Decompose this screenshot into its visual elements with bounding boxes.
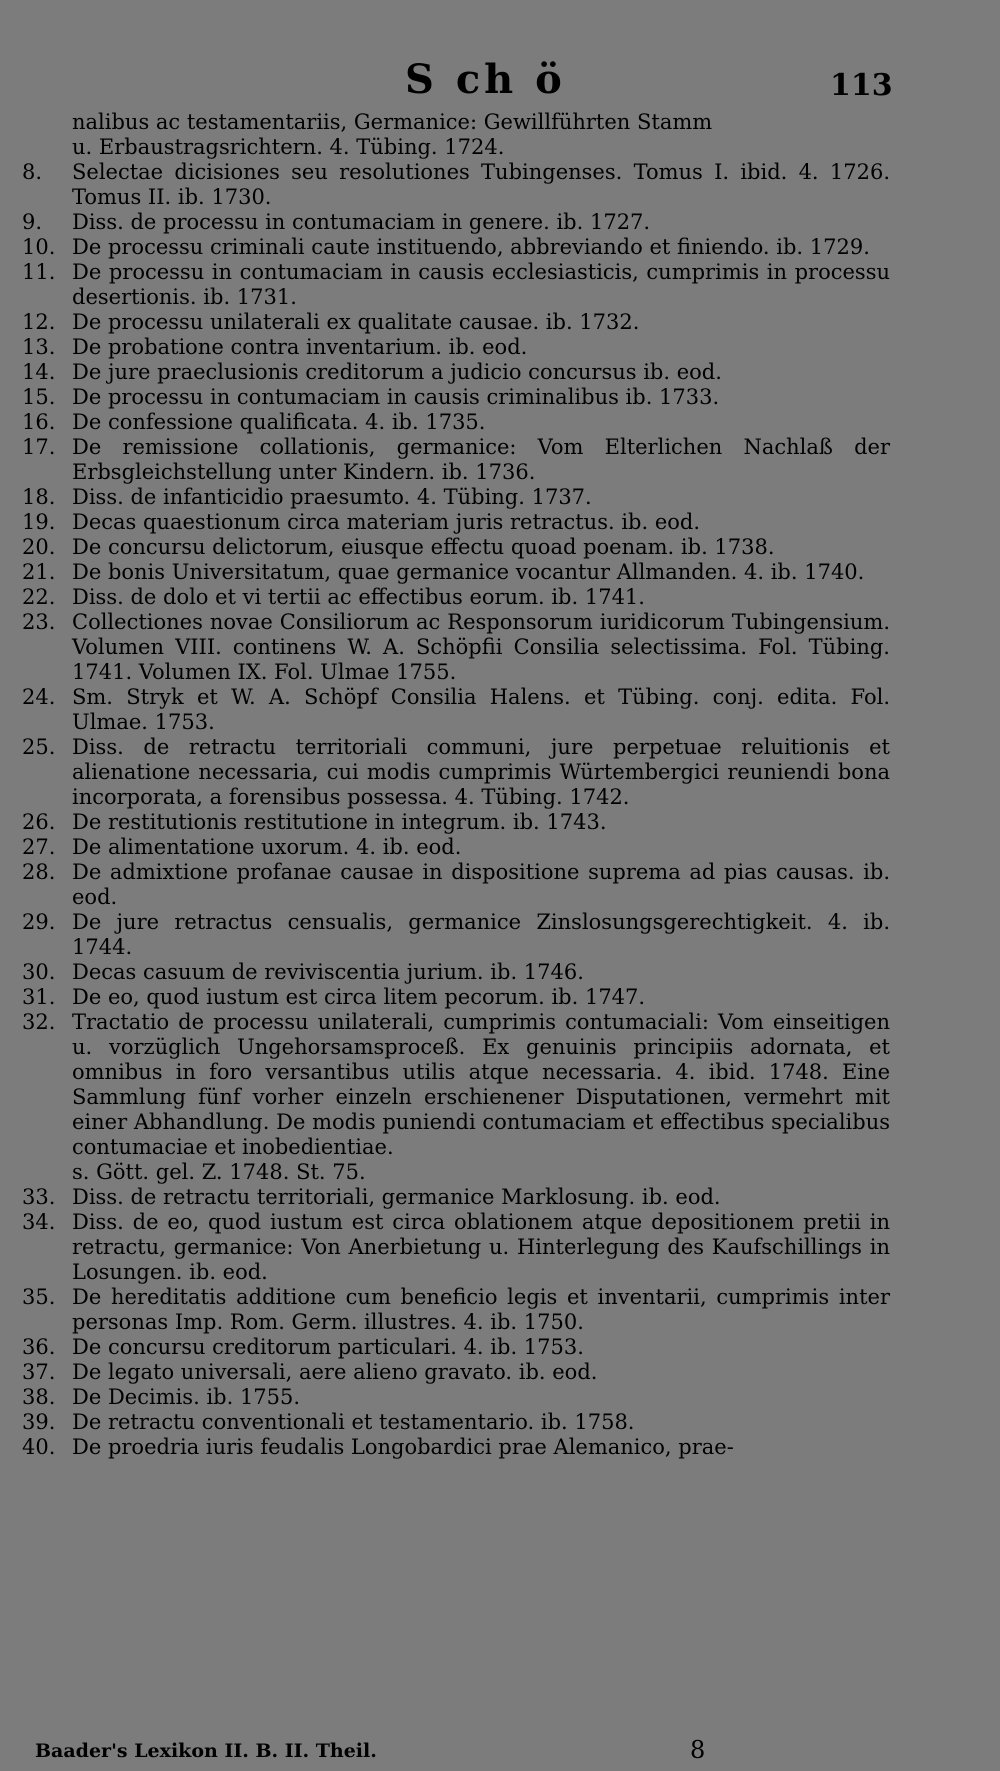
entry-number: 38.: [22, 1385, 56, 1409]
entry-number: 20.: [22, 535, 56, 559]
entry-item: [22, 210, 890, 235]
entry-item: [22, 1185, 890, 1210]
entry-number: 32.: [22, 1010, 56, 1034]
entry-number: 28.: [22, 860, 56, 884]
entry-number: 14.: [22, 360, 56, 384]
entry-text: De processu in contumaciam in causis criminalibus ib. 1733.: [72, 385, 720, 409]
entry-text: De jure retractus censualis, germanice Zinslosungsgerechtigkeit. 4. ib. 1744.: [72, 910, 890, 959]
entry-number: 18.: [22, 485, 56, 509]
entry-text: De hereditatis additione cum beneficio legis et inventarii, cumprimis inter personas Imp. Rom. Germ. illustres. 4. ib. 1750.: [72, 1285, 890, 1334]
entry-item: [22, 585, 890, 610]
entry-item: [22, 435, 890, 485]
page-header: [0, 56, 1000, 106]
entry-text: De Decimis. ib. 1755.: [72, 1385, 301, 1409]
entry-number: 36.: [22, 1335, 56, 1359]
entry-text: Diss. de processu in contumaciam in genere. ib. 1727.: [72, 210, 651, 234]
entry-item: [22, 985, 890, 1010]
entry-text: s. Gött. gel. Z. 1748. St. 75.: [72, 1160, 366, 1184]
footer-title: Baader's Lexikon II. B. II. Theil.: [35, 1740, 377, 1762]
entry-text: De admixtione profanae causae in dispositione suprema ad pias causas. ib. eod.: [72, 860, 890, 909]
entry-number: 8.: [22, 160, 43, 184]
entry-item: [22, 485, 890, 510]
entry-item: [22, 335, 890, 360]
entry-text: De processu criminali caute instituendo, abbreviando et finiendo. ib. 1729.: [72, 235, 870, 259]
entry-number: 39.: [22, 1410, 56, 1434]
entry-number: 40.: [22, 1435, 56, 1459]
entry-number: 26.: [22, 810, 56, 834]
intro-line: nalibus ac testamentariis, Germanice: Gewillführten Stamm: [72, 110, 713, 134]
entry-text: Diss. de infanticidio praesumto. 4. Tübing. 1737.: [72, 485, 592, 509]
entry-item: [22, 1010, 890, 1160]
entry-text: De concursu delictorum, eiusque effectu quoad poenam. ib. 1738.: [72, 535, 775, 559]
entry-number: 11.: [22, 260, 56, 284]
signature-mark: 8: [690, 1736, 706, 1764]
entry-number: 21.: [22, 560, 56, 584]
entry-item: [22, 560, 890, 585]
entry-text: De restitutionis restitutione in integrum. ib. 1743.: [72, 810, 607, 834]
entry-text: Selectae dicisiones seu resolutiones Tubingenses. Tomus I. ibid. 4. 1726. Tomus II. ib. 1730.: [72, 160, 890, 209]
entry-item: [22, 835, 890, 860]
entry-number: 30.: [22, 960, 56, 984]
entry-text: De processu unilaterali ex qualitate causae. ib. 1732.: [72, 310, 640, 334]
entry-number: 19.: [22, 510, 56, 534]
entry-item: [22, 160, 890, 210]
entry-number: 31.: [22, 985, 56, 1009]
entry-number: 33.: [22, 1185, 56, 1209]
entry-number: 27.: [22, 835, 56, 859]
entry-item: [22, 910, 890, 960]
entry-text: Diss. de retractu territoriali, germanice Marklosung. ib. eod.: [72, 1185, 721, 1209]
entry-number: 35.: [22, 1285, 56, 1309]
page-number: 113: [830, 68, 893, 103]
entry-text: Diss. de eo, quod iustum est circa oblationem atque depositionem pretii in retractu, germanice: Von Anerbietung u. Hinterlegung des Kaufschillings in Losungen. ib. eod.: [72, 1210, 890, 1284]
entry-number: 37.: [22, 1360, 56, 1384]
entry-number: 12.: [22, 310, 56, 334]
entry-number: 15.: [22, 385, 56, 409]
entry-item: [22, 735, 890, 810]
entry-item: [22, 860, 890, 910]
entry-text: De bonis Universitatum, quae germanice vocantur Allmanden. 4. ib. 1740.: [72, 560, 865, 584]
entry-item: [22, 410, 890, 435]
entry-item: [22, 1360, 890, 1385]
entry-text: Diss. de retractu territoriali communi, jure perpetuae reluitionis et alienatione necessaria, cui modis cumprimis Würtembergici reuniendi bona incorporata, a forensibus possessa. 4. Tübing. 1742.: [72, 735, 890, 809]
entry-item: [22, 535, 890, 560]
entry-text: De eo, quod iustum est circa litem pecorum. ib. 1747.: [72, 985, 646, 1009]
entry-item: [22, 1160, 890, 1185]
entry-text: De retractu conventionali et testamentario. ib. 1758.: [72, 1410, 635, 1434]
entry-list: [22, 110, 890, 1460]
entry-number: 9.: [22, 210, 43, 234]
entry-number: 29.: [22, 910, 56, 934]
entry-item: [22, 1285, 890, 1335]
entry-item: [22, 685, 890, 735]
entry-item: [22, 1210, 890, 1285]
entry-number: 34.: [22, 1210, 56, 1234]
entry-item: [22, 360, 890, 385]
entry-item: [22, 810, 890, 835]
entry-text: De alimentatione uxorum. 4. ib. eod.: [72, 835, 462, 859]
entry-item: [22, 510, 890, 535]
page-footer: [35, 1736, 955, 1768]
entry-item: [22, 260, 890, 310]
entry-text: Collectiones novae Consiliorum ac Responsorum iuridicorum Tubingensium. Volumen VIII. continens W. A. Schöpfii Consilia selectissima. Fol. Tübing. 1741. Volumen IX. Fol. Ulmae 1755.: [72, 610, 890, 684]
entry-text: De proedria iuris feudalis Longobardici prae Alemanico, prae-: [72, 1435, 734, 1459]
entry-text: Decas quaestionum circa materiam juris retractus. ib. eod.: [72, 510, 701, 534]
entry-number: 13.: [22, 335, 56, 359]
entry-number: 16.: [22, 410, 56, 434]
entry-text: De processu in contumaciam in causis ecclesiasticis, cumprimis in processu desertionis. ib. 1731.: [72, 260, 890, 309]
entry-text: Sm. Stryk et W. A. Schöpf Consilia Halens. et Tübing. conj. edita. Fol. Ulmae. 1753.: [72, 685, 890, 734]
entry-number: 24.: [22, 685, 56, 709]
entry-text: De concursu creditorum particulari. 4. ib. 1753.: [72, 1335, 584, 1359]
entry-number: 23.: [22, 610, 56, 634]
running-head: S ch ö: [405, 56, 566, 103]
entry-text: Diss. de dolo et vi tertii ac effectibus eorum. ib. 1741.: [72, 585, 645, 609]
entry-item: [22, 235, 890, 260]
entry-number: 22.: [22, 585, 56, 609]
entry-item: [22, 1385, 890, 1410]
entry-text: De probatione contra inventarium. ib. eod.: [72, 335, 528, 359]
entry-number: 25.: [22, 735, 56, 759]
entry-item: [22, 1435, 890, 1460]
entry-text: De remissione collationis, germanice: Vom Elterlichen Nachlaß der Erbsgleichstellung unter Kindern. ib. 1736.: [72, 435, 890, 484]
entry-item: [22, 385, 890, 410]
entry-text: De confessione qualificata. 4. ib. 1735.: [72, 410, 486, 434]
entry-text: Decas casuum de reviviscentia jurium. ib. 1746.: [72, 960, 584, 984]
entry-text: De jure praeclusionis creditorum a judicio concursus ib. eod.: [72, 360, 722, 384]
entry-item: [22, 1335, 890, 1360]
entry-item: [22, 310, 890, 335]
entry-number: 17.: [22, 435, 56, 459]
entry-number: 10.: [22, 235, 56, 259]
entry-item: [22, 960, 890, 985]
entry-item: [22, 610, 890, 685]
intro-line: u. Erbaustragsrichtern. 4. Tübing. 1724.: [72, 135, 505, 159]
entry-text: De legato universali, aere alieno gravato. ib. eod.: [72, 1360, 598, 1384]
entry-text: Tractatio de processu unilaterali, cumprimis contumaciali: Vom einseitigen u. vorzüglich Ungehorsamsproceß. Ex genuinis principiis adornata, et omnibus in foro versantibus utilis atque necessaria. 4. ibid. 1748. Eine Sammlung fünf vorher einzeln erschienener Disputationen, vermehrt mit einer Abhandlung. De modis puniendi contumaciam et effectibus specialibus contumaciae et inobedientiae.: [72, 1010, 890, 1159]
entry-item: [22, 1410, 890, 1435]
